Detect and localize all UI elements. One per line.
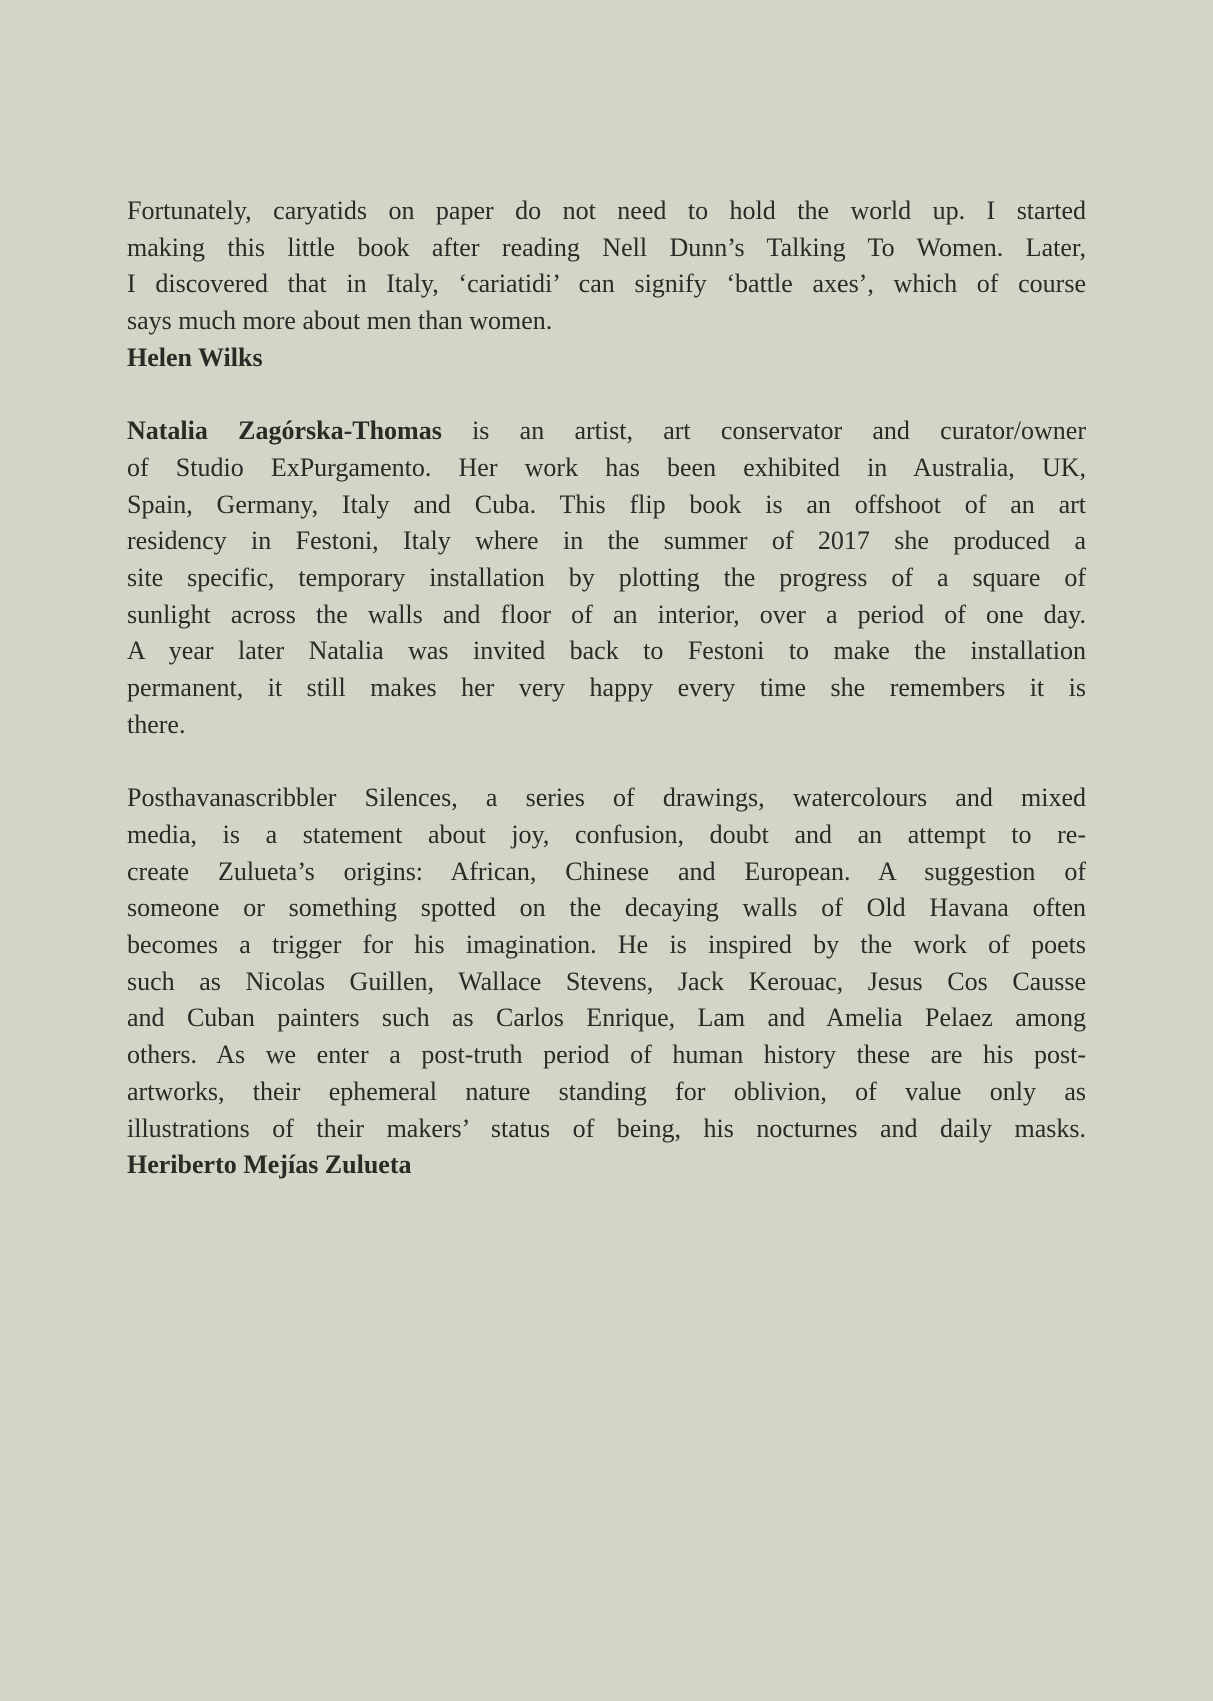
text-line: becomes a trigger for his imagination. He is inspired by the work of poets <box>127 930 1086 960</box>
text-line: media, is a statement about joy, confusion, doubt and an attempt to re- <box>127 819 1086 849</box>
text-line: Spain, Germany, Italy and Cuba. This flip book is an offshoot of an art <box>127 489 1086 519</box>
text-line: sunlight across the walls and floor of an interior, over a period of one day. <box>127 599 1086 629</box>
text-line: I discovered that in Italy, ‘cariatidi’ can signify ‘battle axes’, which of course <box>127 269 1086 299</box>
author-signature: Helen Wilks <box>127 342 263 372</box>
text-line: making this little book after reading Nell Dunn’s Talking To Women. Later, <box>127 232 1086 262</box>
text-line: says much more about men than women. <box>127 306 553 336</box>
text-line: Posthavanascribbler Silences, a series of drawings, watercolours and mixed <box>127 783 1086 813</box>
artist-name: Natalia Zagórska-Thomas <box>127 416 442 446</box>
text-line: others. As we enter a post-truth period of human history these are his post- <box>127 1040 1086 1070</box>
text-block <box>127 193 1086 1221</box>
text-line: site specific, temporary installation by plotting the progress of a square of <box>127 563 1086 593</box>
author-signature: Heriberto Mejías Zulueta <box>127 1150 412 1180</box>
text-line: create Zulueta’s origins: African, Chinese and European. A suggestion of <box>127 856 1086 886</box>
text-line: Fortunately, caryatids on paper do not need to hold the world up. I started <box>127 196 1086 225</box>
text-line: and Cuban painters such as Carlos Enrique, Lam and Amelia Pelaez among <box>127 1003 1086 1033</box>
intro-paragraph <box>127 193 1086 377</box>
text-line <box>127 413 1086 450</box>
text-line: residency in Festoni, Italy where in the summer of 2017 she produced a <box>127 526 1086 556</box>
text-line: such as Nicolas Guillen, Wallace Stevens, Jack Kerouac, Jesus Cos Causse <box>127 966 1086 996</box>
text-segment: is an artist, art conservator and curator/owner <box>472 416 1086 446</box>
text-line: A year later Natalia was invited back to Festoni to make the installation <box>127 636 1086 666</box>
text-line: someone or something spotted on the decaying walls of Old Havana often <box>127 893 1086 923</box>
text-line: permanent, it still makes her very happy every time she remembers it is <box>127 673 1086 703</box>
statement-paragraph <box>127 780 1086 1184</box>
text-line: there. <box>127 709 186 739</box>
text-line: artworks, their ephemeral nature standing for oblivion, of value only as <box>127 1076 1086 1106</box>
bio-paragraph <box>127 413 1086 743</box>
text-line: of Studio ExPurgamento. Her work has been exhibited in Australia, UK, <box>127 452 1086 482</box>
text-line: illustrations of their makers’ status of being, his nocturnes and daily masks. <box>127 1113 1086 1143</box>
